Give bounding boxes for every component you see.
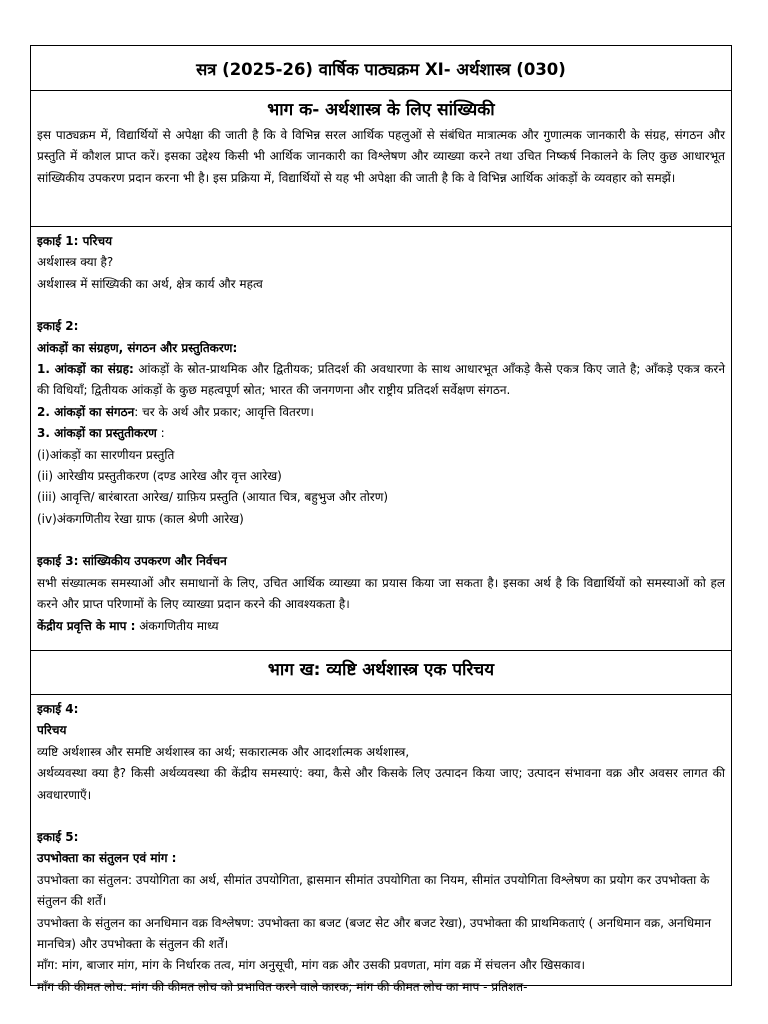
unit5-subtitle: उपभोक्ता का संतुलन एवं मांग : [37,851,177,866]
title-row [31,46,731,91]
unit3-text: सभी संख्यात्मक समस्याओं और समाधानों के लिए, उचित आर्थिक व्याख्या का प्रयास किया जा सकता है। इसका अर्थ है कि विद्यार्थियों को समस्याओं को हल करने और प्राप्त परिणामों के लिए व्याख्या प्रदान करने की आवश्यकता है। [37,575,725,612]
unit3-central [37,616,725,637]
unit2-item2 [37,402,725,423]
unit2-sub-ii: (ii) आरेखीय प्रस्तुतीकरण (दण्ड आरेख और वृत्त आरेख) [37,469,282,484]
unit2-item3-text: : [156,426,165,441]
unit4-line1: व्यष्टि अर्थशास्त्र और समष्टि अर्थशास्त्र का अर्थ; सकारात्मक और आदर्शात्मक अर्थशास्त्र, [37,744,410,759]
unit3-central-title: केंद्रीय प्रवृत्ति के माप : [37,618,136,633]
unit2-subtitle: आंकड़ों का संग्रहण, संगठन और प्रस्तुतिकरण: [37,340,238,355]
part-a-heading: भाग क- अर्थशास्त्र के लिए सांख्यिकी [267,100,495,120]
part-a-intro: इस पाठ्यक्रम में, विद्यार्थियों से अपेक्षा की जाती है कि वे विभिन्न सरल आर्थिक पहलुओं से संबंधित मात्रात्मक और गुणात्मक जानकारी के संग्रह, संगठन और प्रस्तुति में कौशल प्राप्त करें। इसका उद्देश्य किसी भी आर्थिक जानकारी का विश्लेषण और व्याख्या करने तथा उचित निष्कर्ष निकालने के लिए कुछ आधारभूत सांख्यिकीय उपकरण प्रदान करना भी है। इस प्रक्रिया में, विद्यार्थियों से यह भी अपेक्षा की जाती है कि वे विभिन्न आर्थिक आंकड़ों के व्यवहार को समझें। [37,128,725,185]
unit1-label: इकाई 1: परिचय [37,234,113,248]
unit2-item3-title: 3. आंकड़ों का प्रस्तुतीकरण [37,426,157,441]
unit5-line3: माँग: मांग, बाजार मांग, मांग के निर्धारक तत्व, मांग अनुसूची, मांग वक्र और उसकी प्रवणता, मांग वक्र में संचलन और खिसकाव। [37,958,586,973]
unit3-label: इकाई 3: सांख्यिकीय उपकरण और निर्वचन [37,554,227,569]
unit2-item1 [37,359,725,402]
document-title: सत्र (2025-26) वार्षिक पाठ्यक्रम XI- अर्थशास्त्र (030) [196,59,566,79]
part-a-units-row [31,227,731,651]
unit1-line2: अर्थशास्त्र में सांख्यिकी का अर्थ, क्षेत्र कार्य और महत्व [37,276,263,291]
unit5-label: इकाई 5: [37,830,79,845]
unit2-item1-title: 1. आंकड़ों का संग्रह: [37,362,134,377]
unit1-line1: अर्थशास्त्र क्या है? [37,255,114,270]
unit2-label: इकाई 2: [37,319,79,334]
unit2-item2-text: : चर के अर्थ और प्रकार; आवृत्ति वितरण। [134,404,314,419]
part-a-header-row [31,91,731,227]
unit4-label: इकाई 4: [37,702,79,716]
unit2-sub-iv: (iv)अंकगणितीय रेखा ग्राफ (काल श्रेणी आरेख) [37,511,244,526]
unit4-subtitle: परिचय [37,723,67,738]
unit4-line2: अर्थव्यवस्था क्या है? किसी अर्थव्यवस्था की केंद्रीय समस्याएं: क्या, कैसे और किसके लिए उत्पादन किया जाए; उत्पादन संभावना वक्र और अवसर लागत की अवधारणाएँ। [37,766,725,802]
part-b-header-row [31,651,731,695]
part-b-heading: भाग ख: व्यष्टि अर्थशास्त्र एक परिचय [267,660,495,680]
unit2-item2-title: 2. आंकड़ों का संगठन [37,404,135,419]
part-b-units-row [31,695,731,998]
unit5-line2: उपभोक्ता के संतुलन का अनधिमान वक्र विश्लेषण: उपभोक्ता का बजट (बजट सेट और बजट रेखा), उपभोक्ता की प्राथमिकताएं ( अनधिमान वक्र, अनधिमान मानचित्र) और उपभोक्ता के संतुलन की शर्तें। [37,915,712,952]
unit2-item3 [37,423,725,444]
unit2-sub-iii: (iii) आवृत्ति/ बारंबारता आरेख/ ग्राफ़िय प्रस्तुति (आयात चित्र, बहुभुज और तोरण) [37,490,389,505]
syllabus-table [30,45,732,994]
unit3-central-text: अंकगणितीय माध्य [135,618,219,633]
unit2-sub-i: (i)आंकड़ों का सारणीयन प्रस्तुति [37,447,175,462]
unit5-line4: माँग की कीमत लोच: मांग की कीमत लोच को प्रभावित करने वाले कारक; मांग की कीमत लोच का माप - प्रतिशत- [37,979,528,994]
unit2-item1-text: आंकड़ों के स्रोत-प्राथमिक और द्वितीयक; प्रतिदर्श की अवधारणा के साथ आधारभूत आँकड़े कैसे एकत्र किए जाते है; आँकड़े एकत्र करने की विधियाँ; द्वितीयक आंकड़ों के कुछ महत्वपूर्ण स्रोत; भारत की जनगणना और राष्ट्रीय प्रतिदर्श सर्वेक्षण संगठन. [37,362,726,398]
unit5-line1: उपभोक्ता का संतुलन: उपयोगिता का अर्थ, सीमांत उपयोगिता, ह्रासमान सीमांत उपयोगिता का नियम, सीमांत उपयोगिता विश्लेषण का प्रयोग कर उपभोक्ता के संतुलन की शर्तें। [37,872,710,909]
